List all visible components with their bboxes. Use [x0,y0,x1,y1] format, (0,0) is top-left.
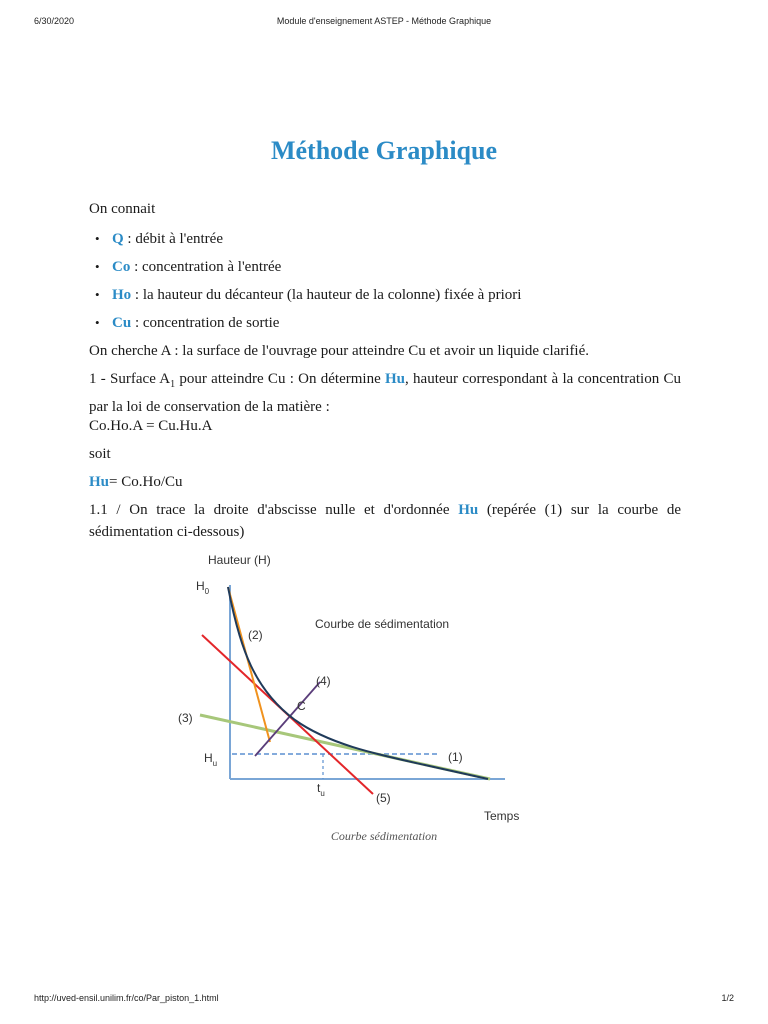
x-axis-label: Temps [484,809,520,823]
symbol: Cu [112,315,132,331]
line-3-label: (3) [178,711,193,725]
line-1-label: (1) [448,750,463,764]
step11-before: 1.1 / On trace la droite d'abscisse nulle et d'ordonnée [89,502,459,518]
result-formula [89,471,681,493]
list-item [89,312,681,340]
equation: Co.Ho.A = Cu.Hu.A [89,418,213,434]
page-number: 1/2 [721,993,734,1003]
result-highlight: Hu [89,474,110,490]
curve-title: Courbe de sédimentation [315,617,450,631]
result-rest: = Co.Ho/Cu [109,474,183,490]
tu-label: $t_u$ [317,781,325,798]
intro-text: On connait [89,201,156,217]
list-item [89,256,681,284]
page-url: http://uved-ensil.unilim.fr/co/Par_piston_1.html [34,993,219,1003]
description: : débit à l'entrée [123,231,223,247]
description: : la hauteur du décanteur (la hauteur de la colonne) fixée à priori [131,287,522,303]
print-date: 6/30/2020 [34,16,75,26]
step11-highlight: Hu [458,502,479,518]
print-title: Module d'enseignement ASTEP - Méthode Graphique [276,16,492,26]
step1-sub: 1 [170,379,176,390]
point-c-label: C [297,699,306,713]
search-paragraph: On cherche A : la surface de l'ouvrage pour atteindre Cu et avoir un liquide clarifié. [89,343,590,359]
hu-label: $H_u$ [204,751,218,768]
page-title: Méthode Graphique [270,136,498,165]
symbol: Co [112,259,131,275]
step1-highlight: Hu [385,371,406,387]
list-item [89,228,681,256]
step1-paragraph [89,368,681,418]
line-4-label: (4) [316,674,331,688]
symbol: Ho [112,287,132,303]
h0-label: $H_0$ [196,579,210,596]
step1-after: , hauteur correspondant à la concentration Cu par la loi de conservation de la matière : [89,371,681,415]
list-item [89,284,681,312]
known-list [89,228,681,340]
line-2-label: (2) [248,628,263,642]
step1-before: 1 - Surface A [89,371,171,387]
figure-caption: Courbe sédimentation [330,829,438,843]
soit-text: soit [89,446,111,462]
step1-middle: pour atteindre Cu : On détermine [175,371,386,387]
y-axis-label: Hauteur (H) [208,553,271,567]
description: : concentration de sortie [131,315,280,331]
sedimentation-figure [170,550,540,830]
symbol: Q [112,231,124,247]
print-header [0,16,768,30]
step11-after: (repérée (1) sur la courbe de sédimentation ci-dessous) [89,502,682,540]
description: : concentration à l'entrée [130,259,282,275]
line-5-label: (5) [376,791,391,805]
step11-paragraph [89,499,681,543]
